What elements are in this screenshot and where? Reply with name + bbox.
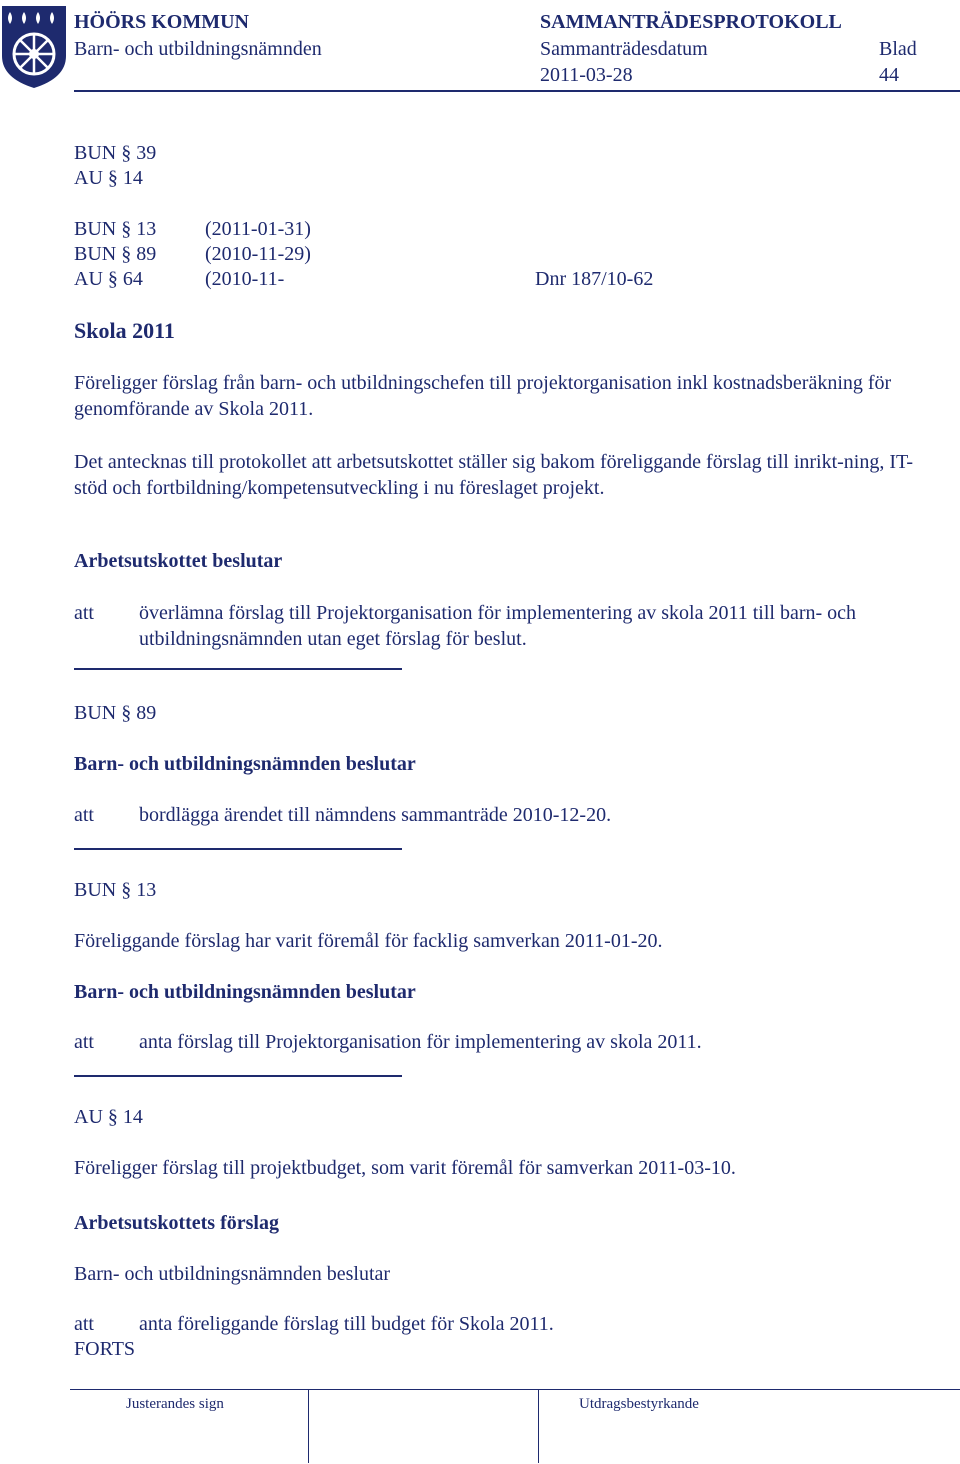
meeting-date-value: 2011-03-28: [540, 64, 633, 86]
ref-bun-89-date: (2010-11-29): [205, 243, 311, 265]
continued-marker: FORTS: [74, 1338, 136, 1360]
separator-1: [74, 668, 402, 670]
header-rule: [74, 90, 960, 92]
att-label-4: att: [74, 1313, 94, 1335]
att-label-2: att: [74, 804, 94, 826]
att-text-2: bordlägga ärendet till nämndens sammanträde 2010-12-20.: [139, 804, 612, 826]
municipality-name: HÖÖRS KOMMUN: [74, 11, 249, 33]
separator-2: [74, 848, 402, 850]
ref-bun-89: BUN § 89: [74, 243, 157, 265]
att-text-4: anta föreliggande förslag till budget för Skola 2011.: [139, 1313, 554, 1335]
paragraph-union-consultation: Föreliggande förslag har varit föremål för facklig samverkan 2011-01-20.: [74, 930, 663, 952]
ref-au-14: AU § 14: [74, 167, 143, 189]
section-ref-au-14: AU § 14: [74, 1106, 143, 1128]
dnr-number: Dnr 187/10-62: [535, 268, 654, 290]
page-label: Blad: [879, 38, 917, 60]
page-number: 44: [879, 64, 899, 86]
document-type: SAMMANTRÄDESPROTOKOLL: [540, 11, 842, 33]
ref-bun-39: BUN § 39: [74, 142, 157, 164]
paragraph-note: Det antecknas till protokollet att arbetsutskottet ställer sig bakom föreliggande förslag till inrikt-ning, IT-stöd och fortbildning/kompetensutveckling i nu föreslaget projekt.: [74, 451, 914, 499]
section-ref-bun-89: BUN § 89: [74, 702, 157, 724]
ref-au-64-date: (2010-11-: [205, 268, 285, 290]
footer-divider-1: [308, 1389, 309, 1463]
committee-name: Barn- och utbildningsnämnden: [74, 38, 322, 60]
meeting-date-label: Sammanträdesdatum: [540, 38, 708, 60]
ref-au-64: AU § 64: [74, 268, 143, 290]
heading-au-proposal: Arbetsutskottets förslag: [74, 1212, 279, 1234]
footer-signature-label: Justerandes sign: [126, 1396, 224, 1412]
heading-au-decides: Arbetsutskottet beslutar: [74, 550, 283, 572]
ref-bun-13-date: (2011-01-31): [205, 218, 311, 240]
att-label-3: att: [74, 1031, 94, 1053]
paragraph-proposal: Föreligger förslag från barn- och utbildningschefen till projektorganisation inkl kostnadsberäkning för genomförande av Skola 2011.: [74, 372, 892, 420]
heading-bun-decides-3: Barn- och utbildningsnämnden beslutar: [74, 1263, 391, 1285]
heading-bun-decides-2: Barn- och utbildningsnämnden beslutar: [74, 981, 416, 1003]
section-ref-bun-13: BUN § 13: [74, 879, 157, 901]
paragraph-budget: Föreligger förslag till projektbudget, som varit föremål för samverkan 2011-03-10.: [74, 1157, 736, 1179]
att-label-1: att: [74, 602, 94, 624]
coat-of-arms-logo: [0, 4, 68, 90]
att-text-1: överlämna förslag till Projektorganisation för implementering av skola 2011 till barn- och utbildningsnämnden utan eget förslag för beslut.: [139, 602, 857, 650]
footer-extract-label: Utdragsbestyrkande: [579, 1396, 699, 1412]
separator-3: [74, 1075, 402, 1077]
footer-divider-2: [538, 1389, 539, 1463]
heading-bun-decides-1: Barn- och utbildningsnämnden beslutar: [74, 753, 416, 775]
ref-bun-13: BUN § 13: [74, 218, 157, 240]
case-title: Skola 2011: [74, 318, 175, 343]
att-text-3: anta förslag till Projektorganisation för implementering av skola 2011.: [139, 1031, 702, 1053]
